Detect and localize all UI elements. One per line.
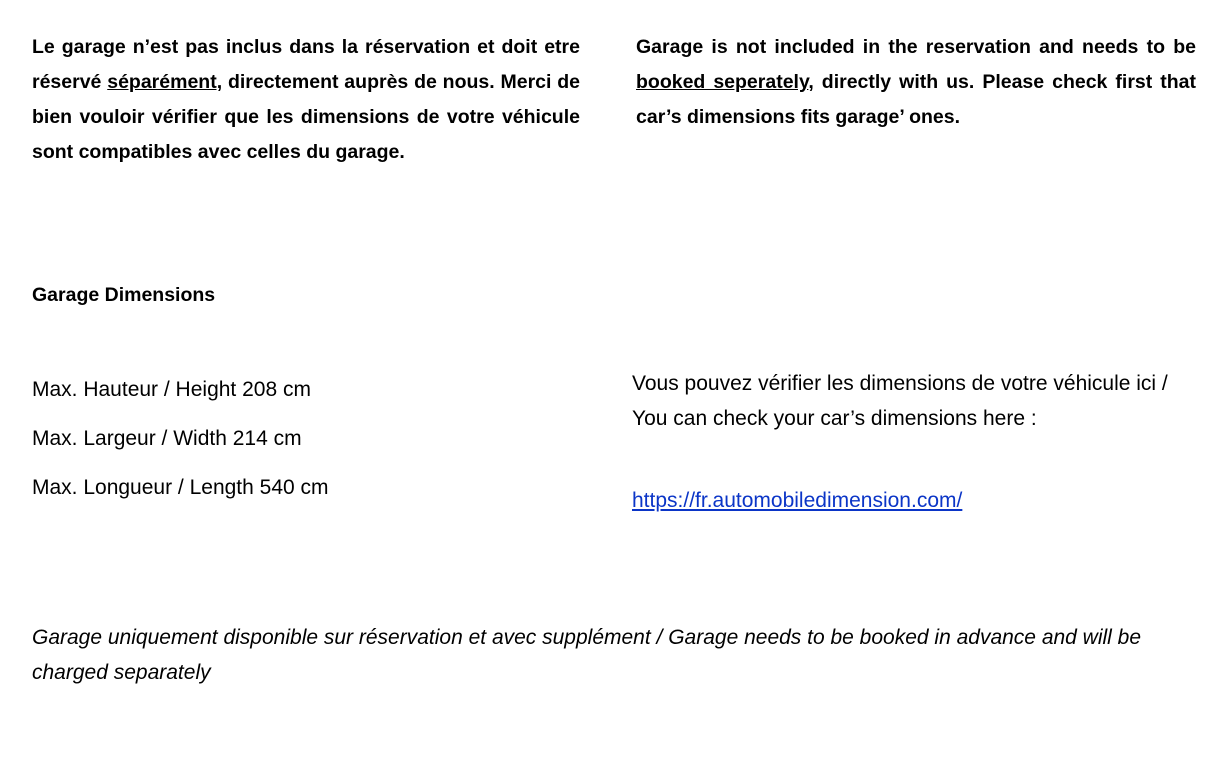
garage-dimensions-heading: Garage Dimensions [32, 284, 216, 306]
garage-booking-note: Garage uniquement disponible sur réservation et avec supplément / Garage needs to be booked in advance and will be charged separately [32, 626, 1142, 684]
max-width-line: Max. Largeur / Width 214 cm [32, 427, 302, 450]
notice-english-text-start: Garage is not included in the reservation and needs to be [636, 36, 1196, 58]
automobile-dimension-link[interactable]: https://fr.automobiledimension.com/ [632, 489, 963, 512]
notice-english-underlined: booked seperately [636, 71, 809, 93]
check-dimensions-text: Vous pouvez vérifier les dimensions de votre véhicule ici / You can check your car’s dimensions here : [632, 372, 1168, 430]
notice-french [32, 30, 580, 170]
notice-french-text-start: Le garage n’est pas inclus dans la réservation et doit etre réservé [32, 36, 580, 93]
notice-english-text-end: , directly with us. Please check first that car’s dimensions fits garage’ ones. [636, 71, 1196, 128]
notice-french-underlined: séparément, [107, 71, 223, 93]
max-length-line: Max. Longueur / Length 540 cm [32, 476, 329, 499]
max-height-line: Max. Hauteur / Height 208 cm [32, 378, 311, 401]
notice-french-text-end: directement auprès de nous. Merci de bien vouloir vérifier que les dimensions de votre véhicule sont compatibles avec celles du garage. [32, 71, 580, 163]
notice-english [636, 30, 1196, 135]
